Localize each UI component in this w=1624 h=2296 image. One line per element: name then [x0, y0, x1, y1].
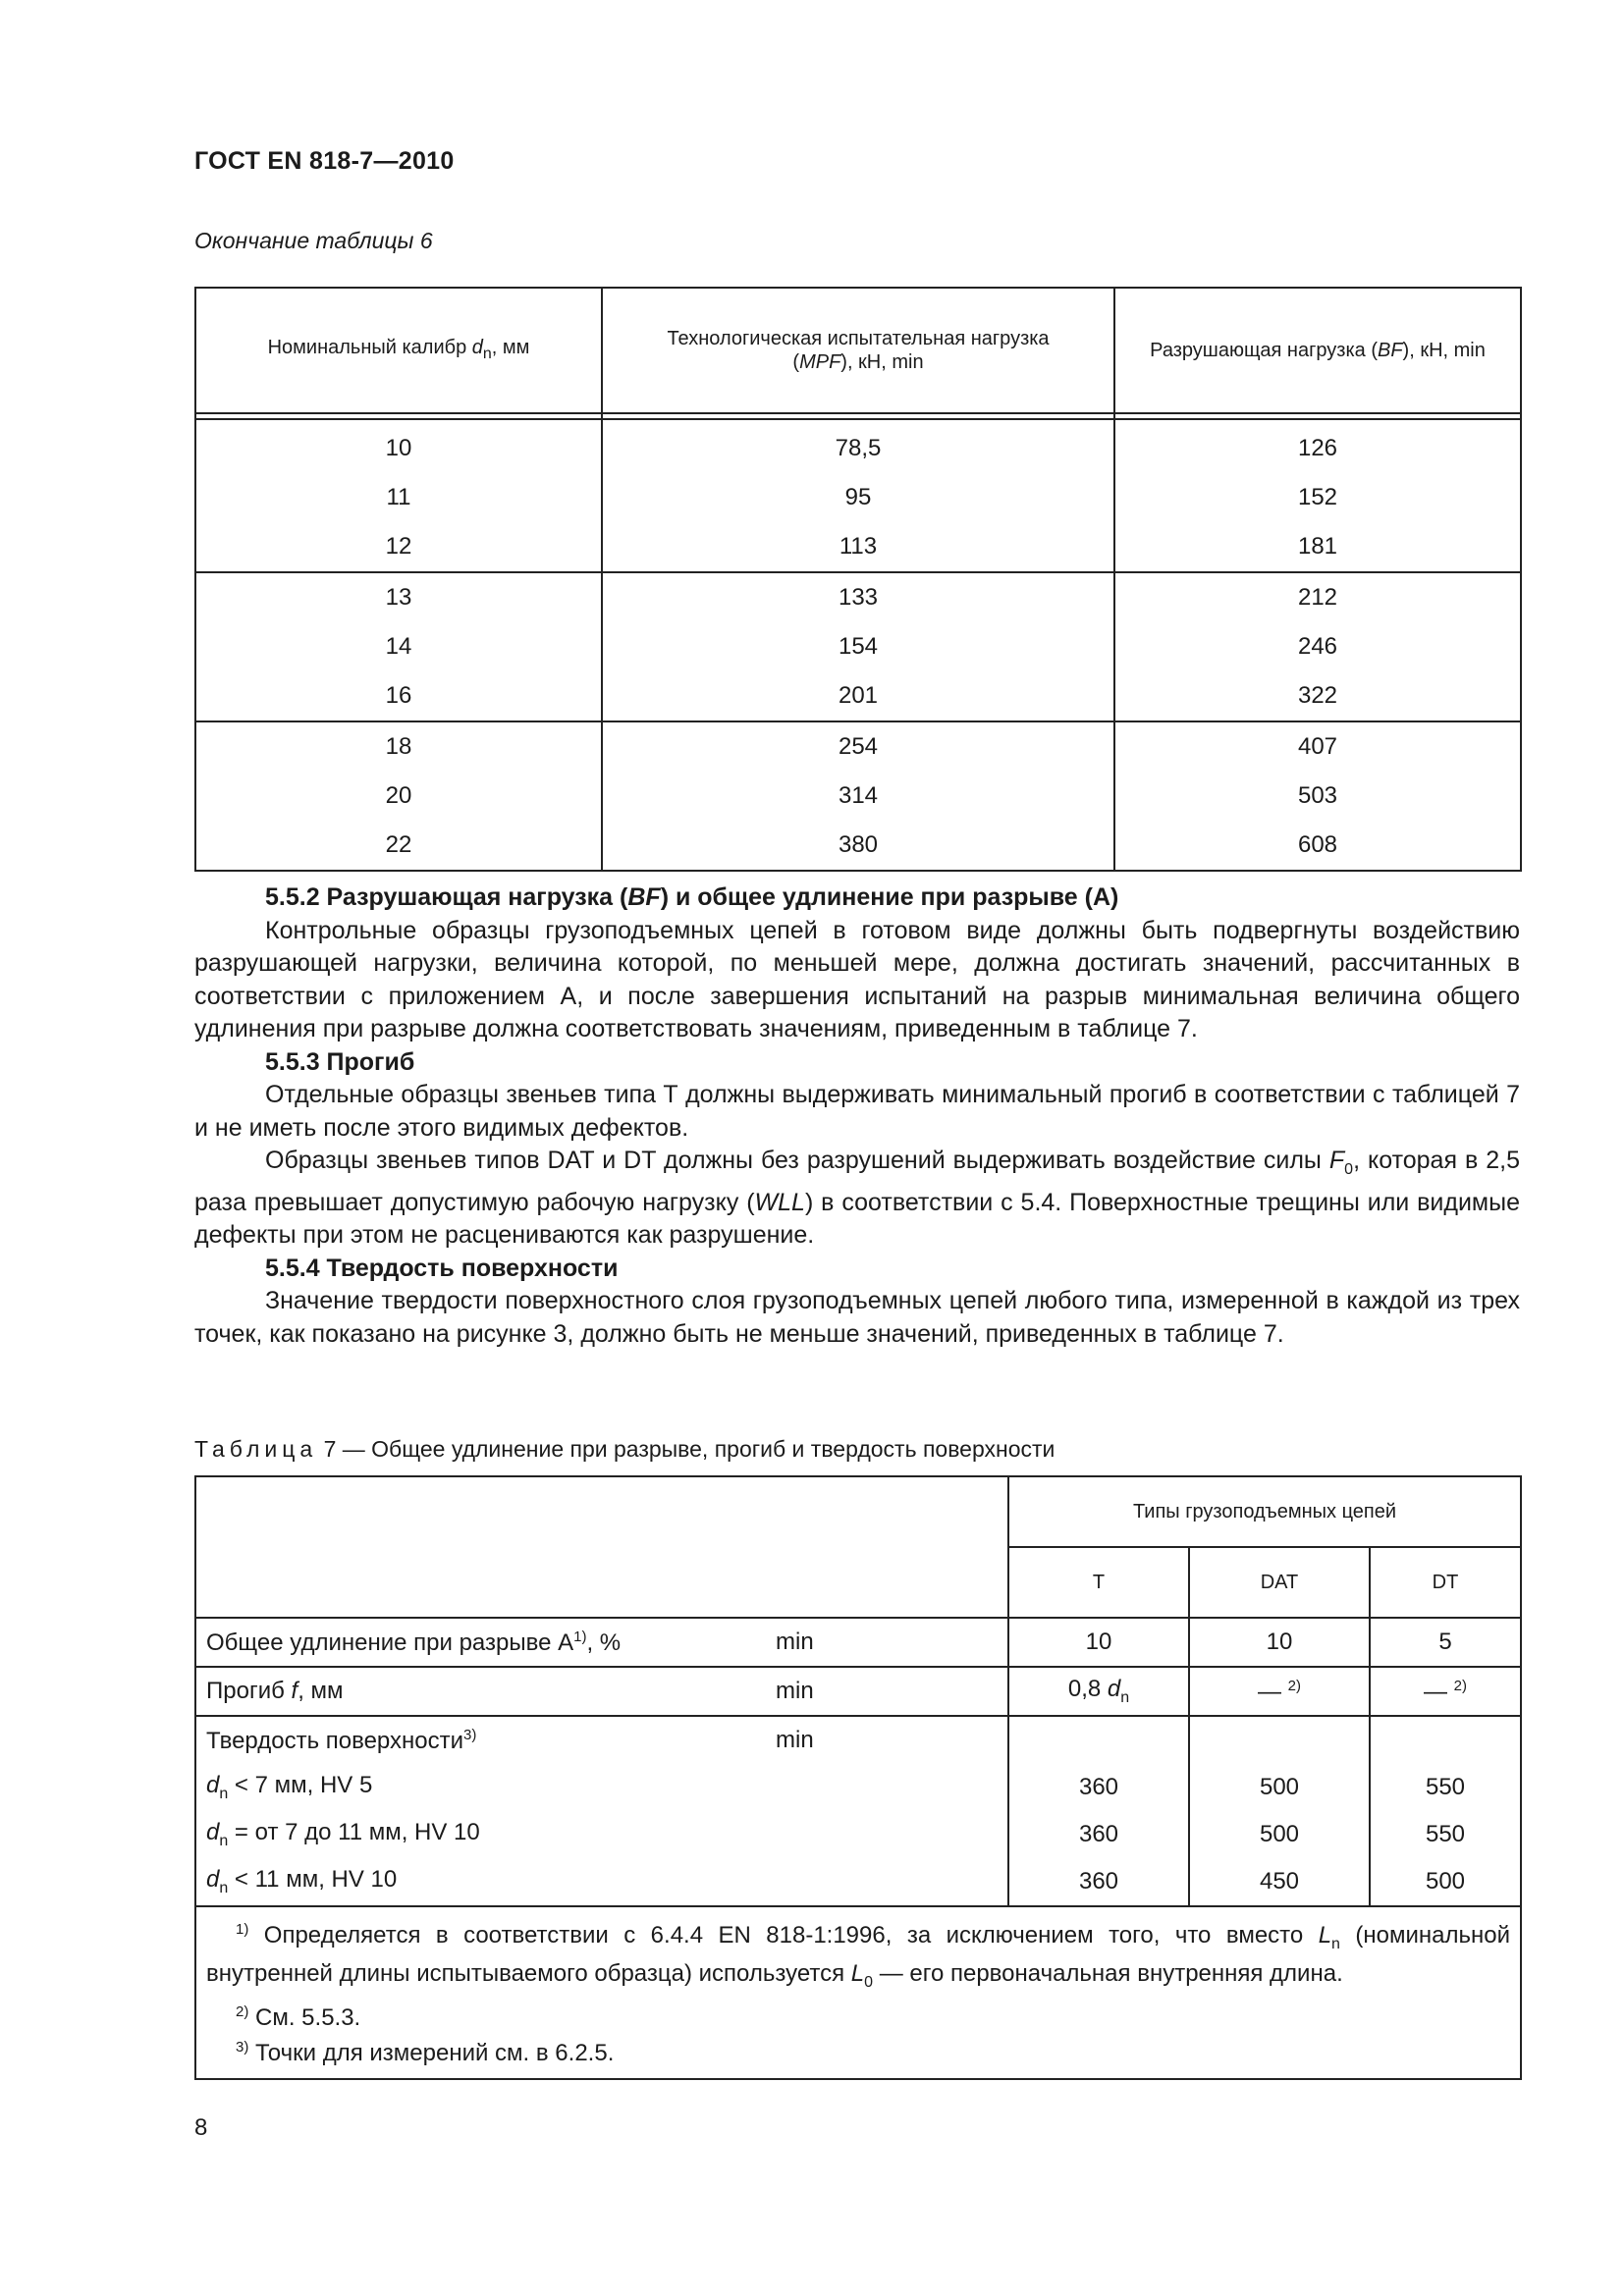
- table7-header-row: [195, 1476, 1521, 1547]
- table7-notes-row: [195, 1906, 1521, 2079]
- section-5-5-3-title: 5.5.3 Прогиб: [265, 1047, 415, 1076]
- section-5-5-3-paragraph-1: Отдельные образцы звеньев типа Т должны выдерживать минимальный прогиб в соответствии с таблицей 7 и не иметь после этого видимых дефектов.: [194, 1081, 1520, 1142]
- table-row: 13 133 212: [195, 572, 1521, 622]
- table-row: Прогиб f, мм min 0,8 $d_n$ — $^{2)}$ — $^{2)}$: [195, 1667, 1521, 1716]
- table-row: 20 314 503: [195, 772, 1521, 821]
- table6-header-row: [195, 288, 1521, 413]
- table7-type-dt: DT: [1370, 1547, 1521, 1618]
- table-row: 22 380 608: [195, 821, 1521, 871]
- table-row: $d_n < 11$ мм, HV 10 360 450 500: [195, 1858, 1521, 1906]
- section-5-5-2-title: 5.5.2 Разрушающая нагрузка (BF) и общее удлинение при разрыве (A): [265, 883, 1119, 911]
- section-5-5-4-title: 5.5.4 Твердость поверхности: [265, 1254, 619, 1282]
- table-row: 16 201 322: [195, 671, 1521, 721]
- table7: [194, 1475, 1522, 2080]
- footnote-1: $^{1)}$ Определяется в соответствии с 6.4.4 EN 818-1:1996, за исключением того, что вместо $L_n$ (номинальной внутренней длины испытываемого образца) используется $L_0$ — его первоначальная внутренняя длина.: [206, 1921, 1511, 1991]
- hardness-label: Твердость поверхности$^{3)}$ min: [195, 1716, 1008, 1764]
- table7-caption: Таблица 7 — Общее удлинение при разрыве, прогиб и твердость поверхности: [194, 1436, 1056, 1462]
- table-row: $d_n < 7$ мм, HV 5 360 500 550: [195, 1764, 1521, 1811]
- page-number: 8: [194, 2114, 208, 2141]
- table7-footnotes: [195, 1906, 1521, 2079]
- table-row: 11 95 152: [195, 473, 1521, 522]
- table7-type-t: T: [1008, 1547, 1189, 1618]
- table6-col-mpf: Технологическая испытательная нагрузка (MPF), кН, min: [602, 288, 1114, 413]
- table6-col-bf: Разрушающая нагрузка (BF), кН, min: [1114, 288, 1521, 413]
- deflection-label: Прогиб f, мм min: [195, 1667, 1008, 1716]
- footnote-2: $^{2)}$ См. 5.5.3.: [236, 2002, 361, 2031]
- table7-empty-corner: [195, 1476, 1008, 1618]
- footnote-3: $^{3)}$ Точки для измерений см. в 6.2.5.: [236, 2038, 615, 2066]
- document-header: ГОСТ EN 818-7—2010: [194, 147, 455, 175]
- table7-group-header: Типы грузоподъемных цепей: [1008, 1476, 1521, 1547]
- section-5-5-4-paragraph: Значение твердости поверхностного слоя грузоподъемных цепей любого типа, измеренной в каждой из трех точек, как показано на рисунке 3, должно быть не меньше значений, приведенных в таблице 7.: [194, 1287, 1520, 1348]
- table6-col-caliber: Номинальный калибр $d_n$, мм: [195, 288, 602, 413]
- table-row: $d_n$ = от 7 до 11 мм, HV 10 360 500 550: [195, 1811, 1521, 1858]
- table-row: 10 78,5 126: [195, 413, 1521, 473]
- table-row: 12 113 181: [195, 522, 1521, 572]
- table-row: 14 154 246: [195, 622, 1521, 671]
- table-row: 18 254 407: [195, 721, 1521, 772]
- section-5-5-2-paragraph: Контрольные образцы грузоподъемных цепей в готовом виде должны быть подвергнуты воздействию разрушающей нагрузки, величина которой, по меньшей мере, должна достигать значений, рассчитанных в соответствии с приложением А, и после завершения испытаний на разрыв минимальная величина общего удлинения при разрыве должна соответствовать значениям, приведенным в таблице 7.: [194, 916, 1520, 1042]
- body-text: [194, 881, 1520, 1351]
- elongation-label: Общее удлинение при разрыве $A^{1)}$, % min: [195, 1618, 1008, 1667]
- table-row: [195, 1716, 1521, 1764]
- table6-continuation-caption: Окончание таблицы 6: [194, 228, 433, 253]
- table7-type-dat: DAT: [1189, 1547, 1370, 1618]
- table6: [194, 287, 1522, 872]
- table-row: Общее удлинение при разрыве $A^{1)}$, % min 10 10 5: [195, 1618, 1521, 1667]
- section-5-5-3-paragraph-2: Образцы звеньев типов DAT и DT должны без разрушений выдерживать воздействие силы $F_0$, которая в 2,5 раза превышает допустимую рабочую нагрузку (WLL) в соответствии с 5.4. Поверхностные трещины или видимые дефекты при этом не расцениваются как разрушение.: [194, 1147, 1520, 1249]
